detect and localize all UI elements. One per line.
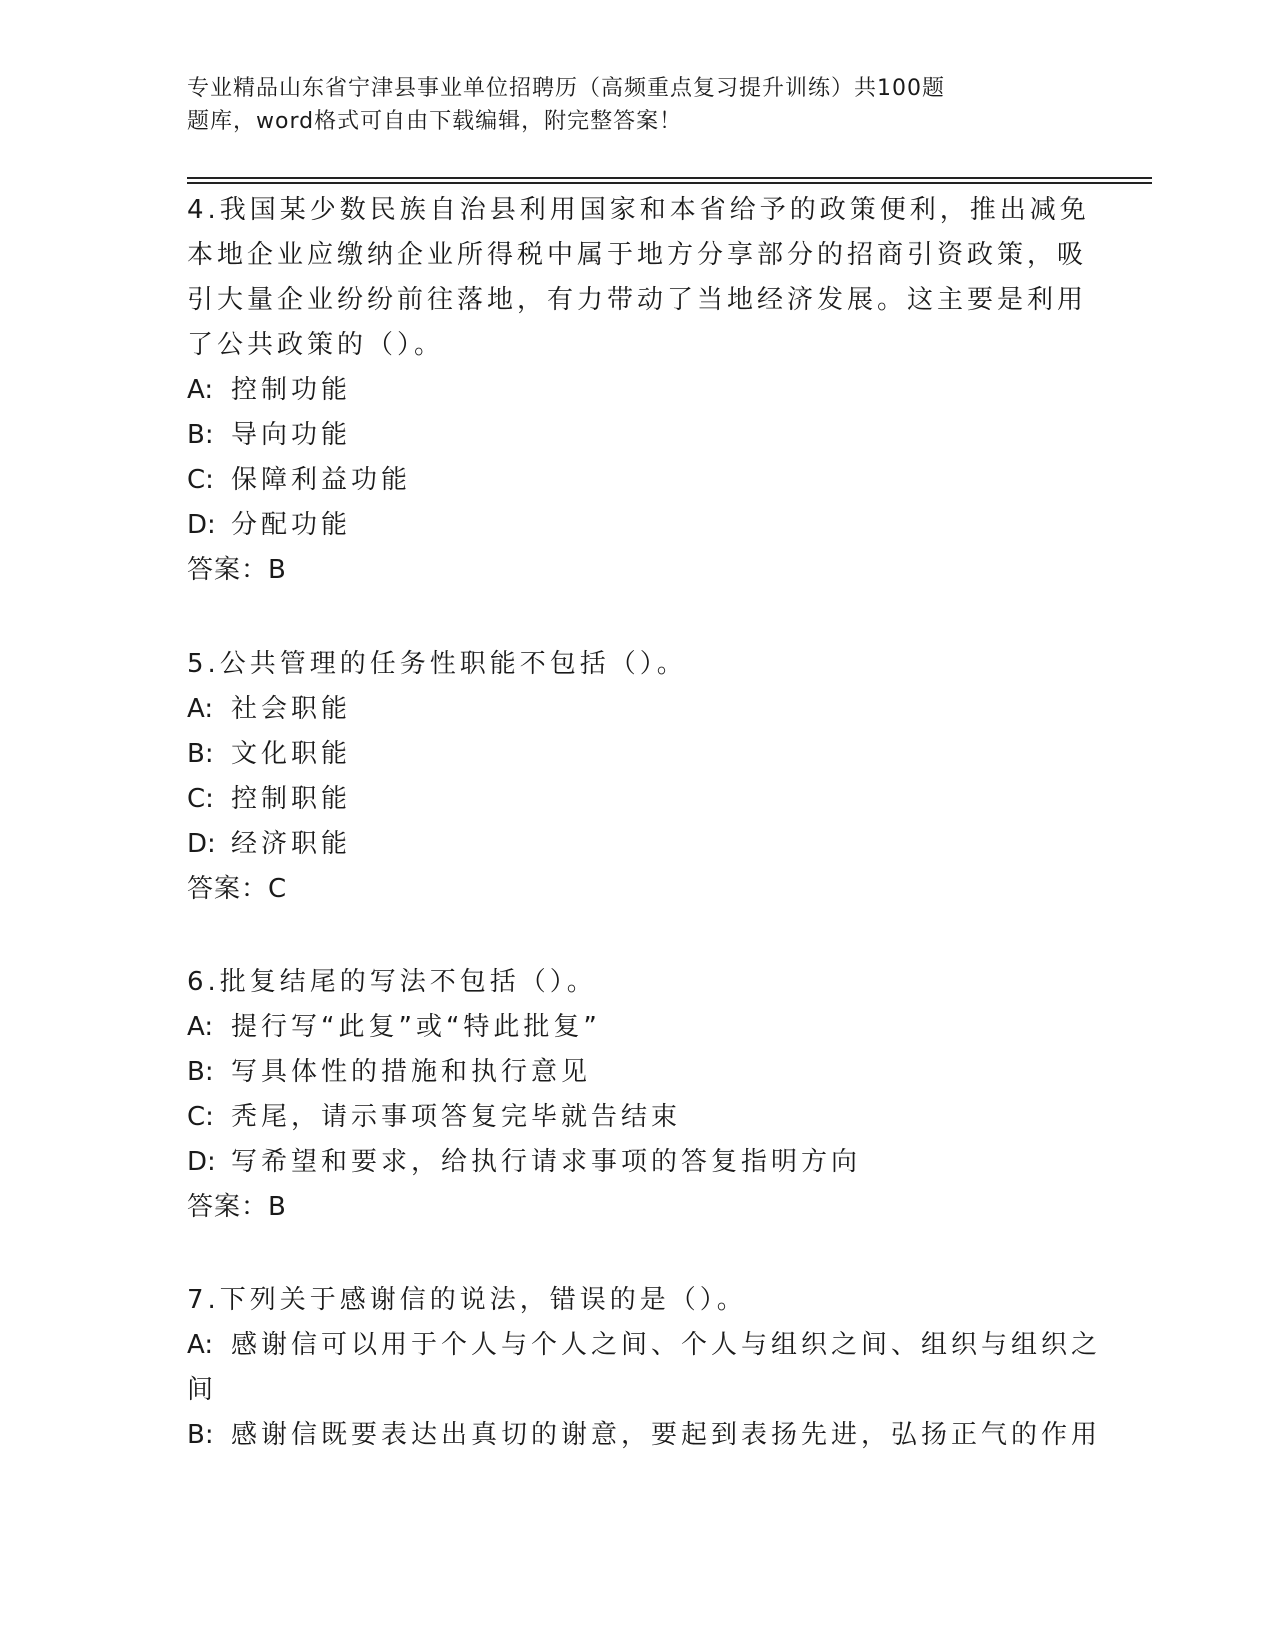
option-label: B:: [187, 420, 214, 450]
option-text: 秃尾，请示事项答复完毕就告结束: [231, 1102, 682, 1132]
option-text: 分配功能: [231, 510, 352, 540]
option-label: A:: [187, 1330, 214, 1360]
option-b: [187, 1050, 1087, 1095]
header-divider-top: [187, 177, 1152, 179]
option-label: D:: [187, 829, 216, 859]
question-stem-line: 4.我国某少数民族自治县利用国家和本省给予的政策便利，推出减免: [187, 195, 1090, 225]
document-header: [187, 72, 1017, 138]
option-text: 写具体性的措施和执行意见: [231, 1057, 592, 1087]
option-label: C:: [187, 1102, 214, 1132]
question-stem-line: 6.批复结尾的写法不包括（）。: [187, 967, 597, 997]
header-divider-bottom: [187, 182, 1152, 184]
option-a-continuation: 间: [187, 1375, 218, 1405]
question-7: [187, 1278, 1102, 1458]
option-label: D:: [187, 1147, 216, 1177]
option-text: 社会职能: [231, 694, 352, 724]
option-a: [187, 1323, 1102, 1368]
option-text: 保障利益功能: [231, 465, 412, 495]
option-text: 感谢信既要表达出真切的谢意，要起到表扬先进，弘扬正气的作用: [231, 1420, 1102, 1450]
option-d: [187, 503, 1087, 548]
question-stem-line: 5.公共管理的任务性职能不包括（）。: [187, 649, 687, 679]
option-label: B:: [187, 1057, 214, 1087]
option-c: [187, 1095, 1087, 1140]
option-text: 文化职能: [231, 739, 352, 769]
option-text: 经济职能: [231, 829, 352, 859]
option-c: [187, 458, 1087, 503]
option-b: [187, 413, 1087, 458]
header-line-1: 专业精品山东省宁津县事业单位招聘历（高频重点复习提升训练）共100题: [187, 76, 945, 101]
option-label: A:: [187, 694, 214, 724]
option-text: 导向功能: [231, 420, 352, 450]
option-text: 控制功能: [231, 375, 352, 405]
header-line-2: 题库，word格式可自由下载编辑，附完整答案！: [187, 109, 683, 134]
option-d: [187, 822, 1087, 867]
option-text: 提行写“此复”或“特此批复”: [231, 1012, 601, 1042]
option-b: [187, 1413, 1102, 1458]
option-text: 控制职能: [231, 784, 352, 814]
question-stem-line: 引大量企业纷纷前往落地，有力带动了当地经济发展。这主要是利用: [187, 285, 1088, 315]
option-label: B:: [187, 1420, 214, 1450]
option-label: C:: [187, 465, 214, 495]
option-label: B:: [187, 739, 214, 769]
question-4: [187, 188, 1090, 593]
option-text: 写希望和要求，给执行请求事项的答复指明方向: [231, 1147, 862, 1177]
option-b: [187, 732, 1087, 777]
option-a: [187, 1005, 1087, 1050]
option-d: [187, 1140, 1087, 1185]
option-a: [187, 368, 1087, 413]
question-stem-line: 了公共政策的（）。: [187, 330, 445, 360]
question-stem-line: 7.下列关于感谢信的说法，错误的是（）。: [187, 1285, 747, 1315]
option-label: D:: [187, 510, 216, 540]
option-a: [187, 687, 1087, 732]
option-label: A:: [187, 375, 214, 405]
question-stem-line: 本地企业应缴纳企业所得税中属于地方分享部分的招商引资政策，吸: [187, 240, 1088, 270]
answer-line: 答案：B: [187, 555, 287, 585]
answer-line: 答案：B: [187, 1192, 287, 1222]
option-label: C:: [187, 784, 214, 814]
option-label: A:: [187, 1012, 214, 1042]
answer-line: 答案：C: [187, 874, 288, 904]
option-c: [187, 777, 1087, 822]
option-text: 感谢信可以用于个人与个人之间、个人与组织之间、组织与组织之: [231, 1330, 1102, 1360]
question-5: [187, 642, 1087, 912]
question-6: [187, 960, 1087, 1230]
